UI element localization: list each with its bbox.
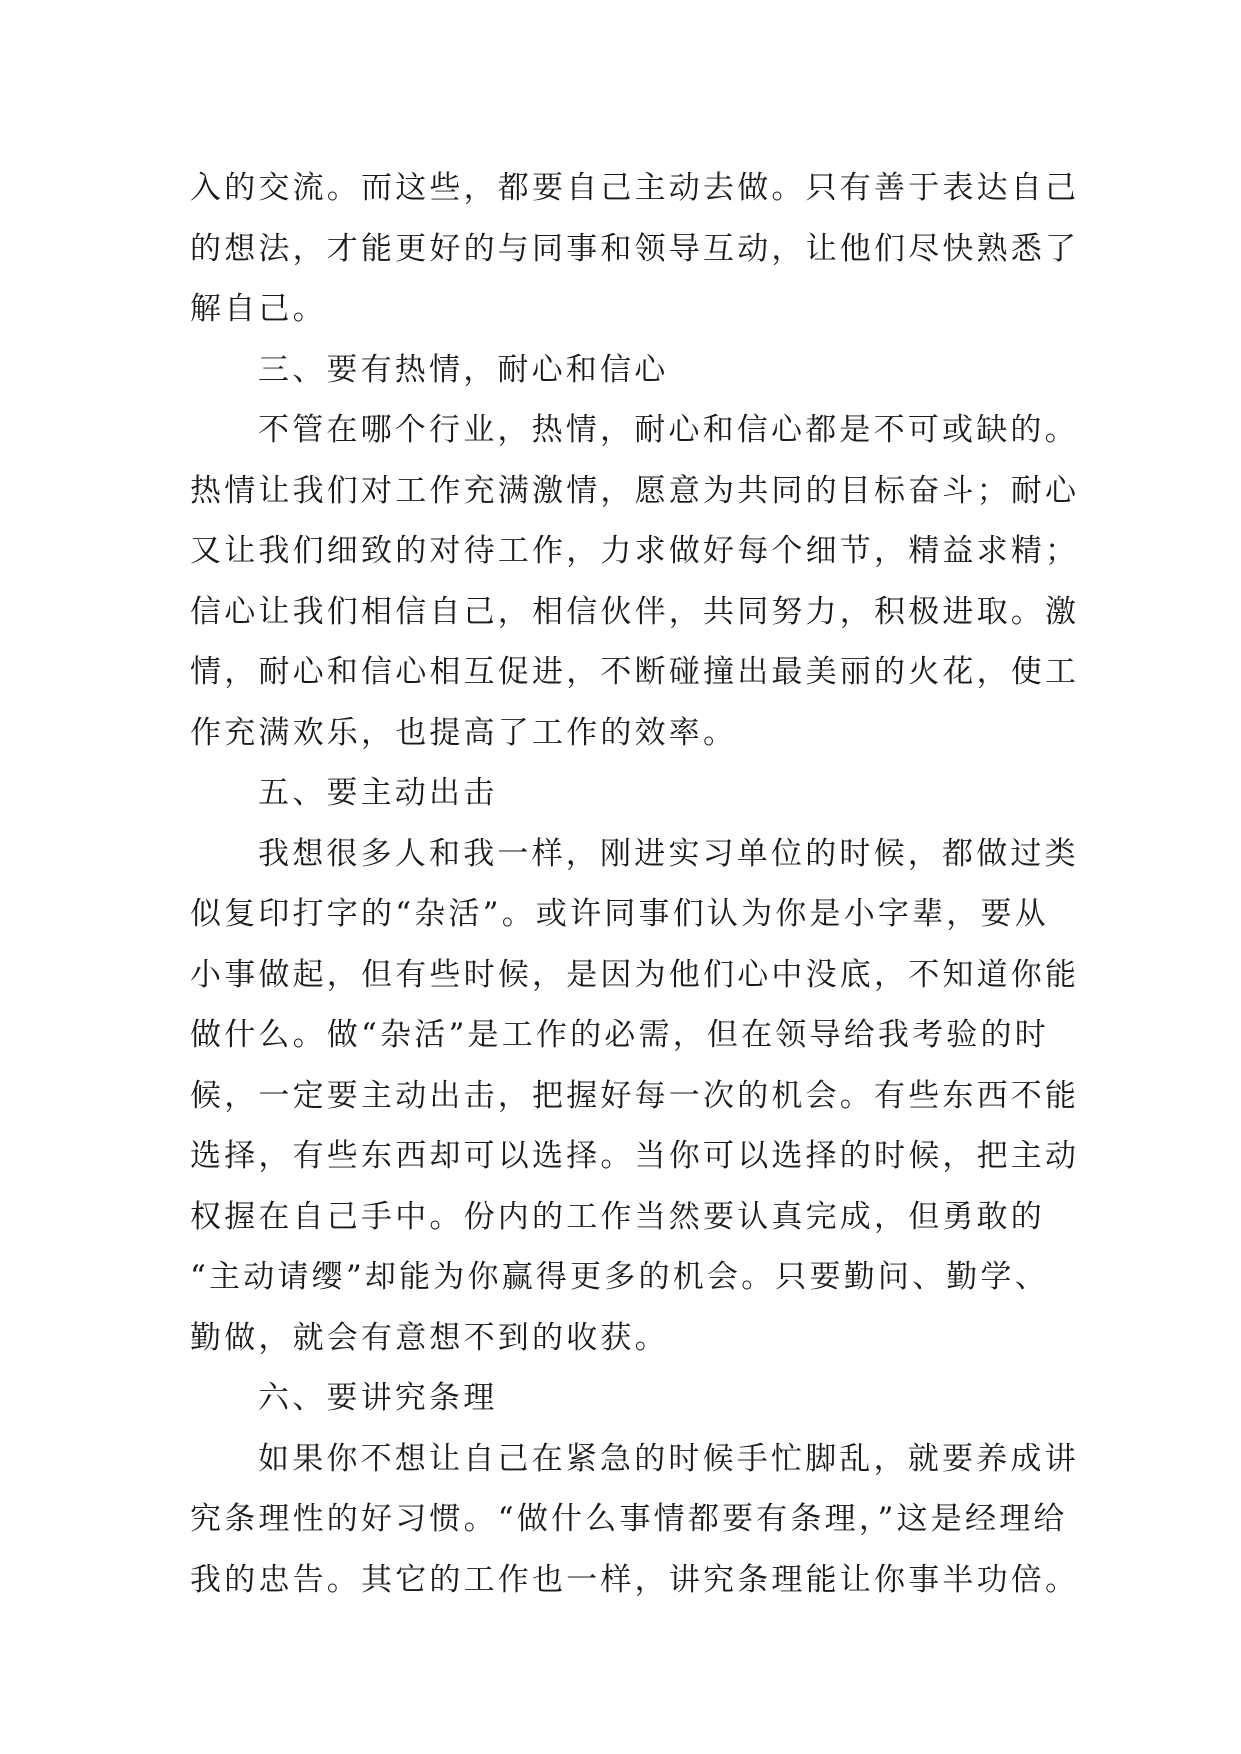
- paragraph-line: 不管在哪个行业，热情，耐心和信心都是不可或缺的。: [258, 412, 1079, 448]
- paragraph-line: 入的交流。而这些，都要自己主动去做。只有善于表达自己: [190, 170, 1080, 206]
- section-heading: 五、要主动出击: [258, 775, 498, 811]
- paragraph-line: 我的忠告。其它的工作也一样，讲究条理能让你事半功倍。: [190, 1561, 1080, 1598]
- paragraph-line: 如果你不想让自己在紧急的时候手忙脚乱，就要养成讲: [258, 1440, 1079, 1477]
- paragraph-line: 又让我们细致的对待工作，力求做好每个细节，精益求精；: [190, 533, 1080, 569]
- paragraph-line: 做什么。做“杂活”是工作的必需，但在领导给我考验的时: [190, 1017, 1049, 1053]
- paragraph-line: 的想法，才能更好的与同事和领导互动，让他们尽快熟悉了: [190, 230, 1080, 267]
- section-heading: 六、要讲究条理: [258, 1380, 498, 1416]
- paragraph-line: 作充满欢乐，也提高了工作的效率。: [190, 714, 738, 751]
- paragraph-line: 小事做起，但有些时候，是因为他们心中没底，不知道你能: [190, 956, 1080, 993]
- paragraph-line: 似复印打字的“杂活”。或许同事们认为你是小字辈，要从: [190, 896, 1049, 932]
- paragraph-line: 解自己。: [190, 291, 327, 327]
- document-body: [190, 158, 1080, 1610]
- paragraph-line: 我想很多人和我一样，刚进实习单位的时候，都做过类: [258, 835, 1079, 872]
- paragraph-line: 权握在自己手中。份内的工作当然要认真完成，但勇敢的: [190, 1198, 1045, 1235]
- paragraph-line: 选择，有些东西却可以选择。当你可以选择的时候，把主动: [190, 1138, 1080, 1174]
- paragraph-line: 究条理性的好习惯。“做什么事情都要有条理，”这是经理给: [190, 1501, 1068, 1537]
- paragraph-line: “主动请缨”却能为你赢得更多的机会。只要勤问、勤学、: [190, 1259, 1049, 1295]
- paragraph-line: 勤做，就会有意想不到的收获。: [190, 1319, 669, 1356]
- section-heading: 三、要有热情，耐心和信心: [258, 351, 669, 388]
- paragraph-line: 候，一定要主动出击，把握好每一次的机会。有些东西不能: [190, 1077, 1080, 1114]
- paragraph-line: 信心让我们相信自己，相信伙伴，共同努力，积极进取。激: [190, 593, 1080, 630]
- paragraph-line: 热情让我们对工作充满激情，愿意为共同的目标奋斗；耐心: [190, 472, 1080, 509]
- paragraph-line: 情，耐心和信心相互促进，不断碰撞出最美丽的火花，使工: [190, 654, 1080, 690]
